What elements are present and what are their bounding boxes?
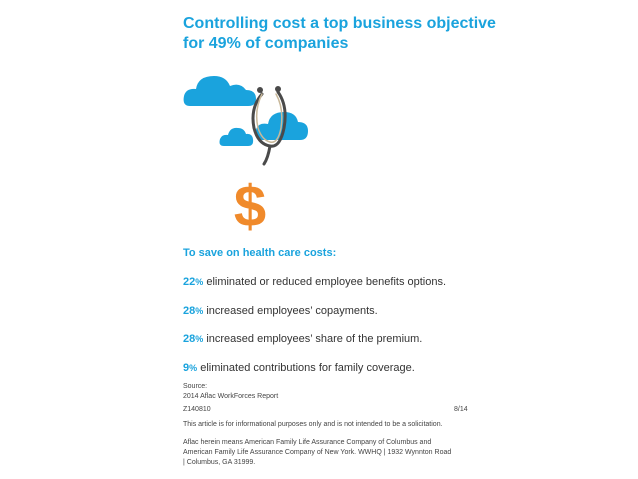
stat-unit: % (195, 277, 204, 287)
stat-number: 9 (183, 362, 190, 374)
legal-line-3: | Columbus, GA 31999. (183, 459, 256, 466)
stat-item (183, 305, 378, 317)
stat-item (183, 276, 446, 288)
stat-item (183, 362, 415, 374)
document-code: Z140810 (183, 406, 211, 413)
cloud-icon (184, 76, 256, 106)
source-label: Source: (183, 383, 208, 390)
dollar-sign-icon (234, 174, 266, 238)
legal-line-1: Aflac herein means American Family Life Assurance Company of Columbus and (183, 439, 432, 446)
cloud-icon (220, 128, 254, 146)
stat-item (183, 333, 422, 345)
document-date: 8/14 (454, 406, 468, 413)
disclaimer: This article is for informational purposes only and is not intended to be a solicitation. (183, 421, 443, 428)
stat-number: 28 (183, 305, 196, 317)
legal-line-2: American Family Life Assurance Company of New York. WWHQ | 1932 Wynnton Road (183, 449, 452, 456)
health-cost-illustration (180, 58, 330, 238)
stat-text: eliminated or reduced employee benefits options. (203, 276, 447, 288)
stat-text: eliminated contributions for family coverage. (197, 362, 415, 374)
stat-unit: % (195, 306, 204, 316)
stat-text: increased employees’ share of the premium. (203, 333, 423, 345)
stat-unit: % (189, 363, 198, 373)
title-line-2: for 49% of companies (183, 35, 349, 52)
source-text: 2014 Aflac WorkForces Report (183, 393, 279, 400)
stat-number: 28 (183, 333, 196, 345)
stat-number: 22 (183, 276, 196, 288)
title-line-1: Controlling cost a top business objective (183, 15, 496, 32)
page-title (183, 14, 496, 54)
stat-unit: % (195, 334, 204, 344)
section-subhead: To save on health care costs: (183, 247, 337, 259)
stat-text: increased employees’ copayments. (203, 305, 378, 317)
svg-text:$: $ (233, 174, 267, 238)
